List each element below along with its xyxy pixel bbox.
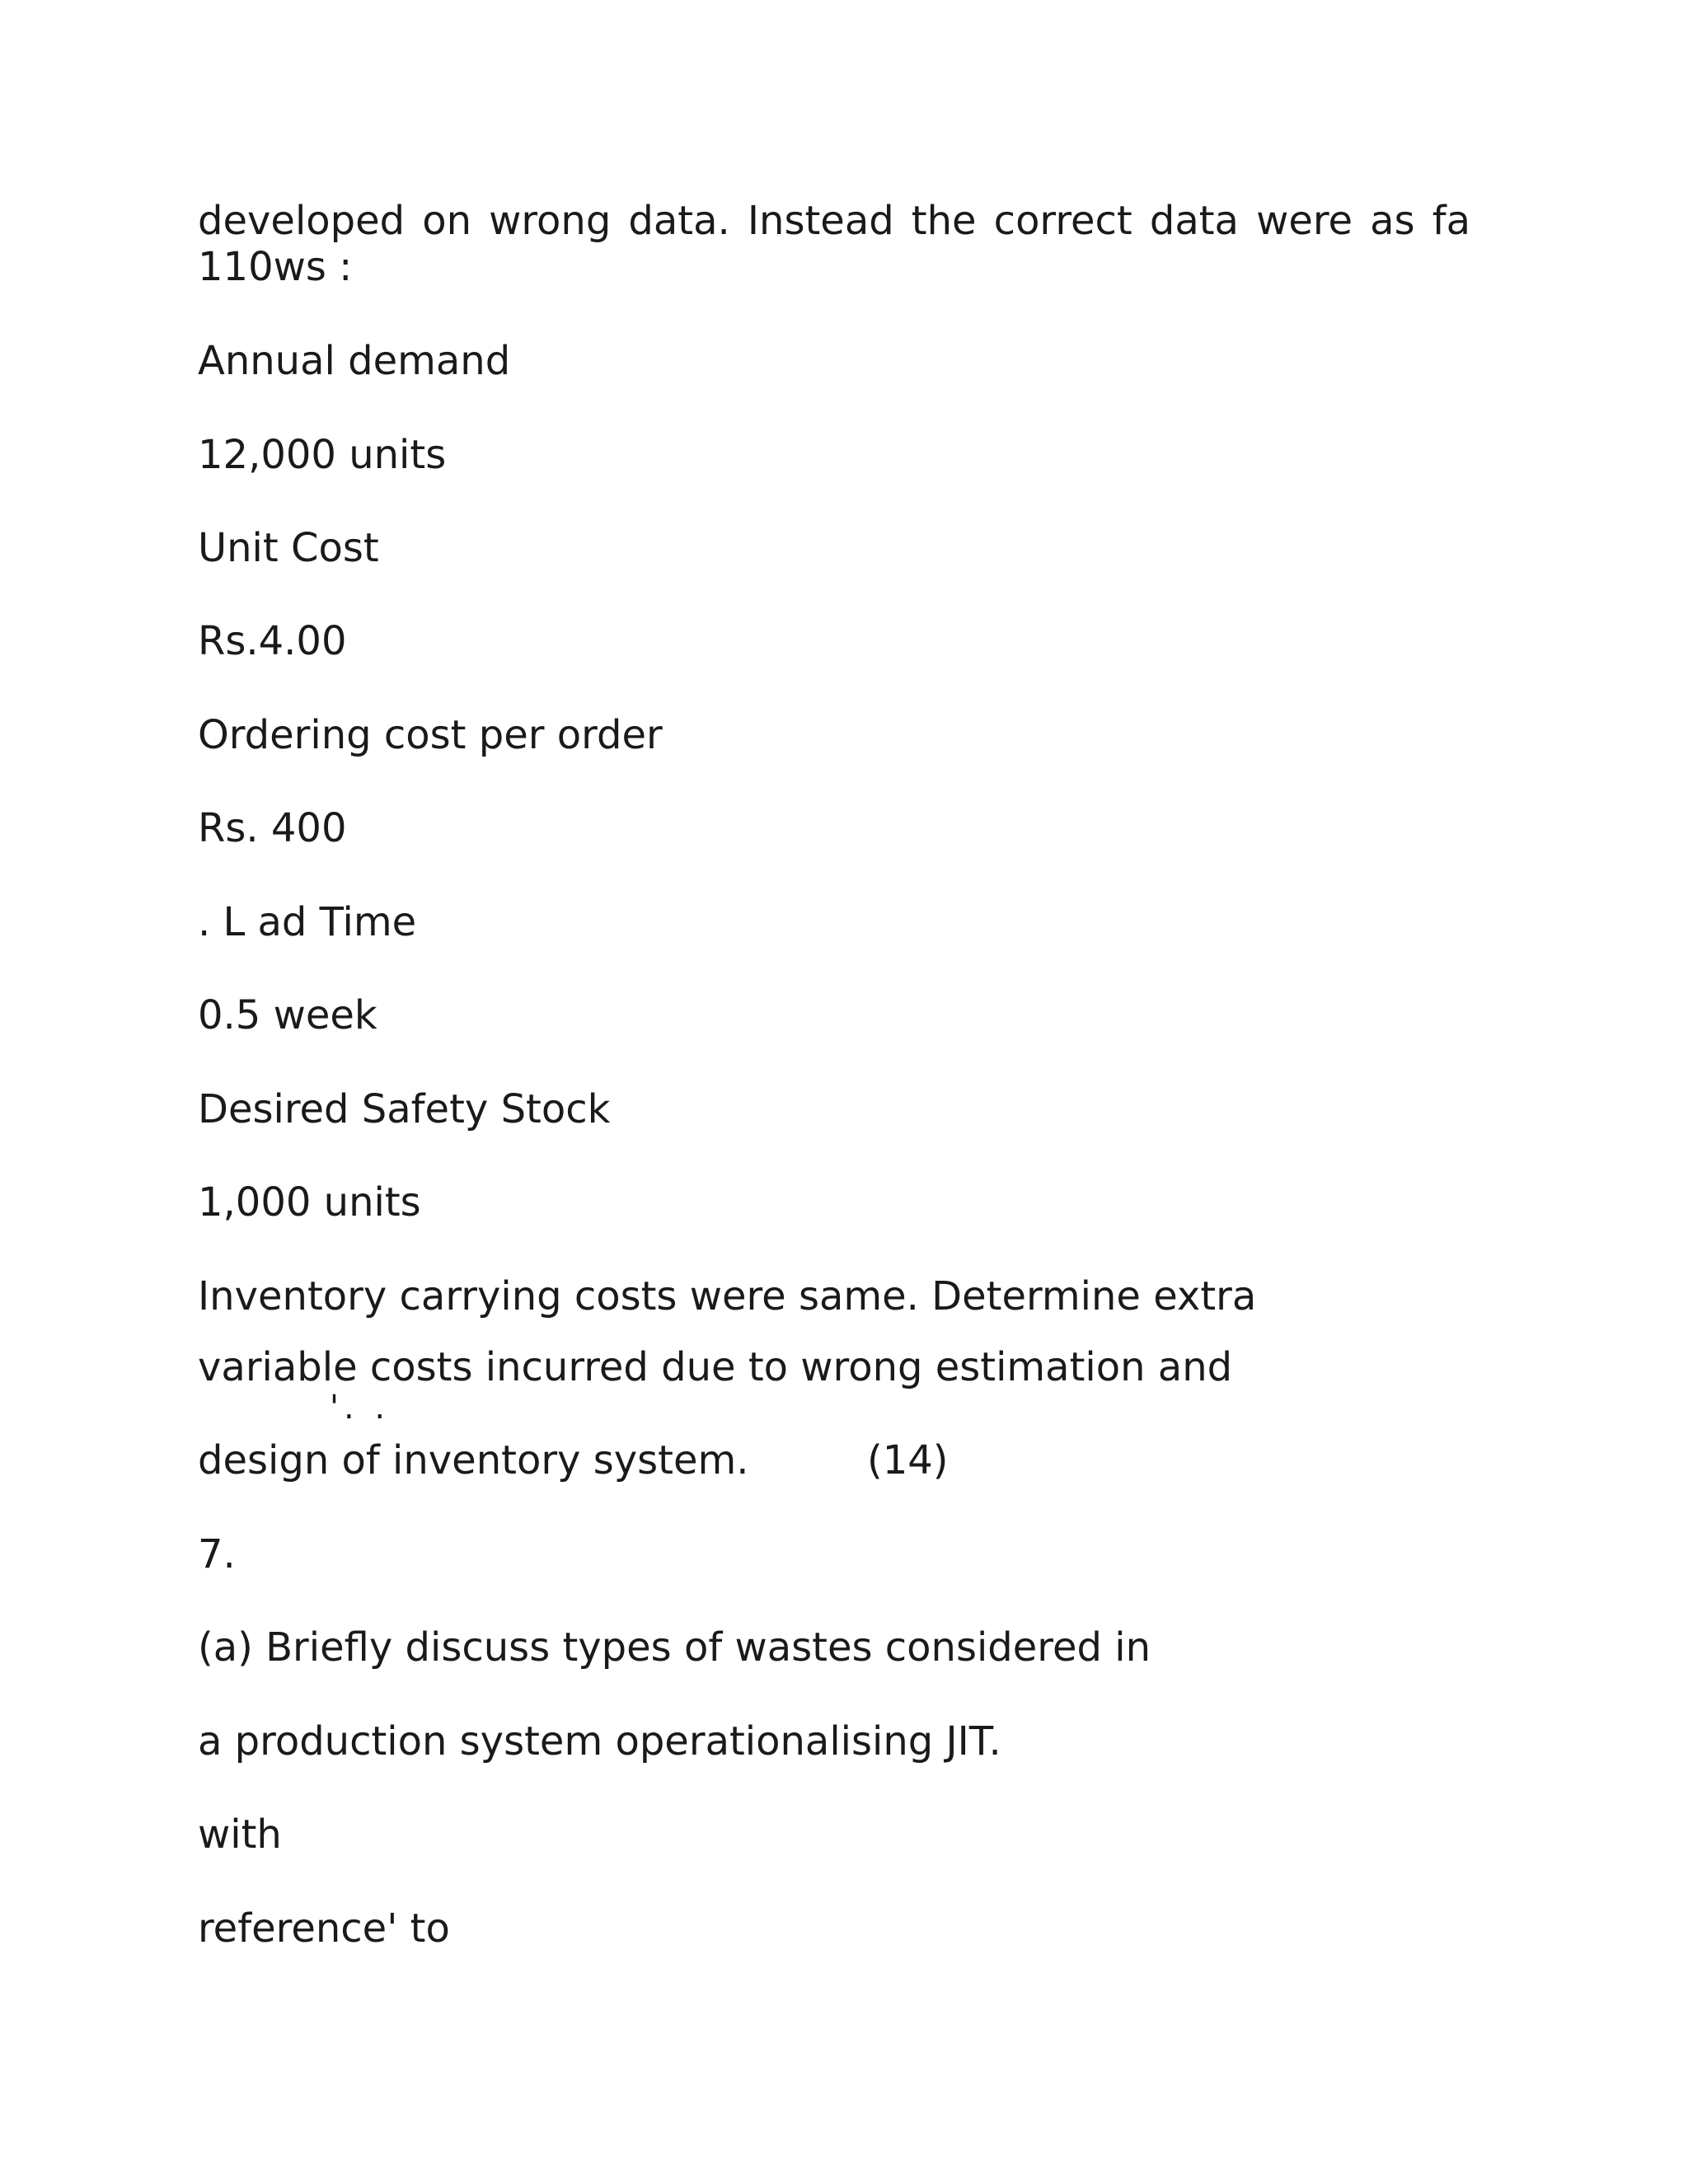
question-number: 7. (198, 1531, 236, 1577)
data-label-unit-cost: Unit Cost (198, 525, 379, 571)
data-label-safety-stock: Desired Safety Stock (198, 1086, 611, 1132)
paragraph-line-3: design of inventory system. (198, 1437, 749, 1483)
data-value-ordering-cost: Rs. 400 (198, 805, 347, 851)
data-label-annual-demand: Annual demand (198, 338, 511, 384)
question-a-line-1: (a) Briefly discuss types of wastes considered in (198, 1624, 1151, 1671)
data-label-lead-time: . L ad Time (198, 899, 417, 945)
data-value-lead-time: 0.5 week (198, 992, 377, 1038)
intro-line-1: developed on wrong data. Instead the correct data were as fa (198, 198, 1470, 244)
marks-allocation: (14) (867, 1437, 949, 1483)
paragraph-line-2: variable costs incurred due to wrong estimation and (198, 1344, 1233, 1390)
paragraph-line-1: Inventory carrying costs were same. Determine extra (198, 1273, 1257, 1319)
stray-scan-marks: '. . (330, 1389, 391, 1427)
fragment-with: with (198, 1811, 282, 1858)
data-value-safety-stock: 1,000 units (198, 1179, 421, 1226)
intro-line-2: 110ws : (198, 244, 353, 290)
data-value-unit-cost: Rs.4.00 (198, 618, 347, 664)
fragment-reference-to: reference' to (198, 1905, 450, 1952)
data-label-ordering-cost: Ordering cost per order (198, 712, 663, 758)
data-value-annual-demand: 12,000 units (198, 432, 447, 478)
question-a-line-2: a production system operationalising JIT. (198, 1718, 1001, 1765)
